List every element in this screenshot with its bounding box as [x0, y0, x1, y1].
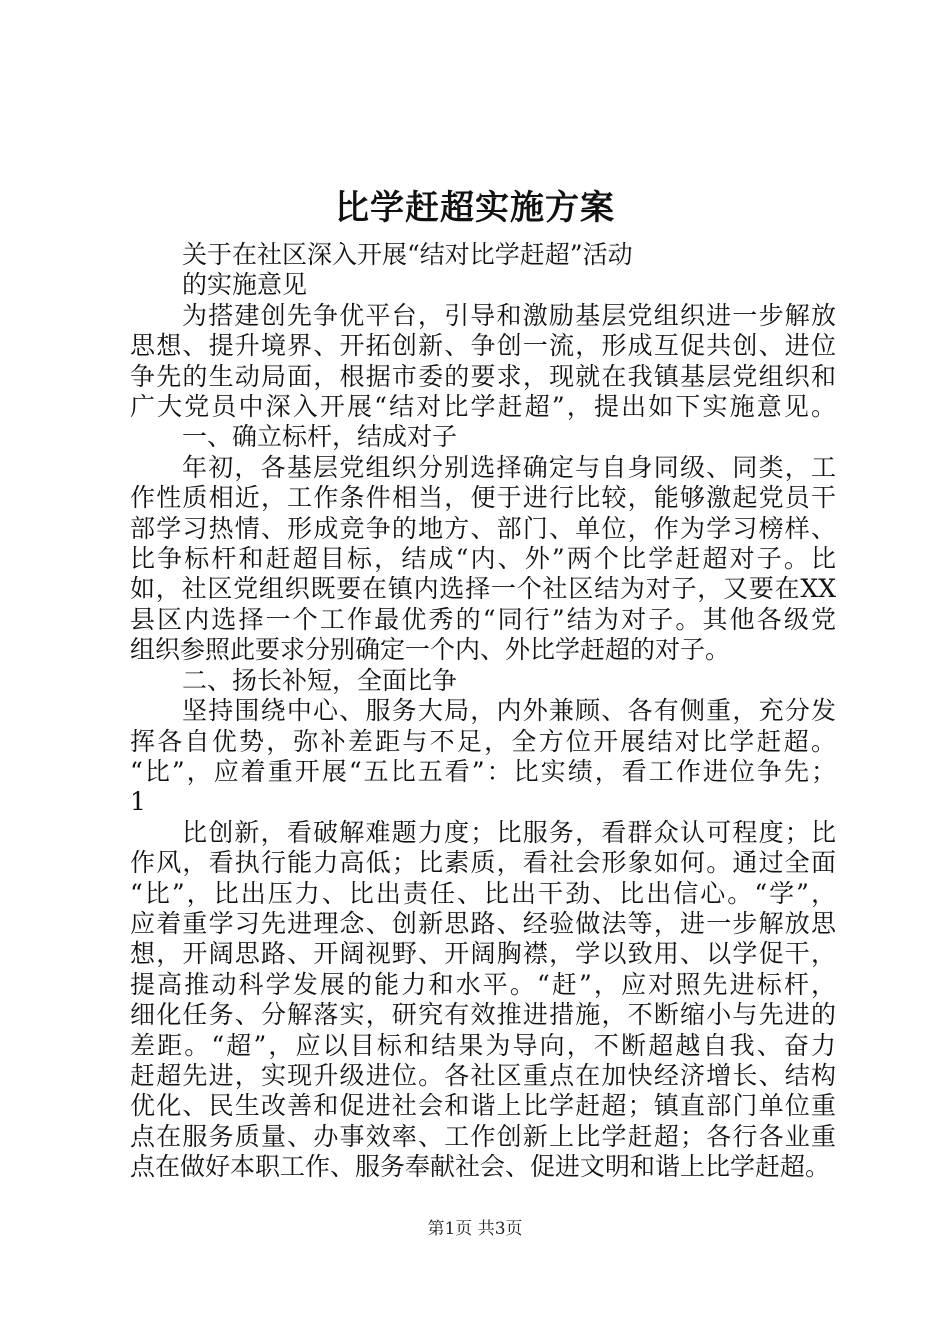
paragraph-line: 提高推动科学发展的能力和水平。“赶”，应对照先进标杆，	[130, 969, 836, 999]
paragraph-line: 如，社区党组织既要在镇内选择一个社区结为对子，又要在XX	[130, 574, 836, 604]
section-heading: 二、扬长补短，全面比争	[182, 665, 458, 695]
paragraph-line: 点在服务质量、办事效率、工作创新上比学赶超；各行各业重	[130, 1121, 836, 1151]
paragraph-line: “比”，比出压力、比出责任、比出干劲、比出信心。“学”，	[130, 878, 836, 908]
paragraph-line: 广大党员中深入开展“结对比学赶超”，提出如下实施意见。	[130, 392, 836, 422]
paragraph-line: 年初，各基层党组织分别选择确定与自身同级、同类，工	[182, 452, 836, 482]
paragraph-line: 作性质相近，工作条件相当，便于进行比较，能够激起党员干	[130, 483, 836, 513]
paragraph-line: 细化任务、分解落实，研究有效推进措施，不断缩小与先进的	[130, 1000, 836, 1030]
footnote-number: 1	[130, 787, 146, 817]
paragraph-line: 争先的生动局面，根据市委的要求，现就在我镇基层党组织和	[130, 361, 836, 391]
paragraph-line: “比”，应着重开展“五比五看”：比实绩，看工作进位争先；	[130, 756, 836, 786]
paragraph-line: 组织参照此要求分别确定一个内、外比学赶超的对子。	[130, 635, 731, 665]
paragraph-line: 坚持围绕中心、服务大局，内外兼顾、各有侧重，充分发	[182, 696, 836, 726]
paragraph-line: 点在做好本职工作、服务奉献社会、促进文明和谐上比学赶超。	[130, 1152, 831, 1182]
subtitle-line: 的实施意见	[182, 270, 308, 300]
paragraph-line: 为搭建创先争优平台，引导和激励基层党组织进一步解放	[182, 300, 836, 330]
paragraph-line: 思想、提升境界、开拓创新、争创一流，形成互促共创、进位	[130, 331, 836, 361]
paragraph-line: 差距。“超”，应以目标和结果为导向，不断超越自我、奋力	[130, 1030, 836, 1060]
document-title: 比学赶超实施方案	[335, 188, 615, 228]
section-heading: 一、确立标杆，结成对子	[182, 422, 458, 452]
paragraph-line: 县区内选择一个工作最优秀的“同行”结为对子。其他各级党	[130, 604, 836, 634]
paragraph-line: 挥各自优势，弥补差距与不足，全方位开展结对比学赶超。	[130, 726, 836, 756]
subtitle-line: 关于在社区深入开展“结对比学赶超”活动	[182, 240, 633, 269]
page-number: 第1页 共3页	[427, 1219, 523, 1239]
paragraph-line: 赶超先进，实现升级进位。各社区重点在加快经济增长、结构	[130, 1060, 836, 1090]
document-body	[130, 240, 836, 1183]
paragraph-line: 部学习热情、形成竞争的地方、部门、单位，作为学习榜样、	[130, 513, 836, 543]
paragraph-line: 作风，看执行能力高低；比素质，看社会形象如何。通过全面	[130, 848, 836, 878]
paragraph-line: 应着重学习先进理念、创新思路、经验做法等，进一步解放思	[130, 908, 836, 938]
paragraph-line: 比争标杆和赶超目标，结成“内、外”两个比学赶超对子。比	[130, 544, 836, 574]
paragraph-line: 想，开阔思路、开阔视野、开阔胸襟，学以致用、以学促干，	[130, 939, 836, 969]
paragraph-line: 比创新，看破解难题力度；比服务，看群众认可程度；比	[182, 817, 836, 847]
paragraph-line: 优化、民生改善和促进社会和谐上比学赶超；镇直部门单位重	[130, 1091, 836, 1121]
